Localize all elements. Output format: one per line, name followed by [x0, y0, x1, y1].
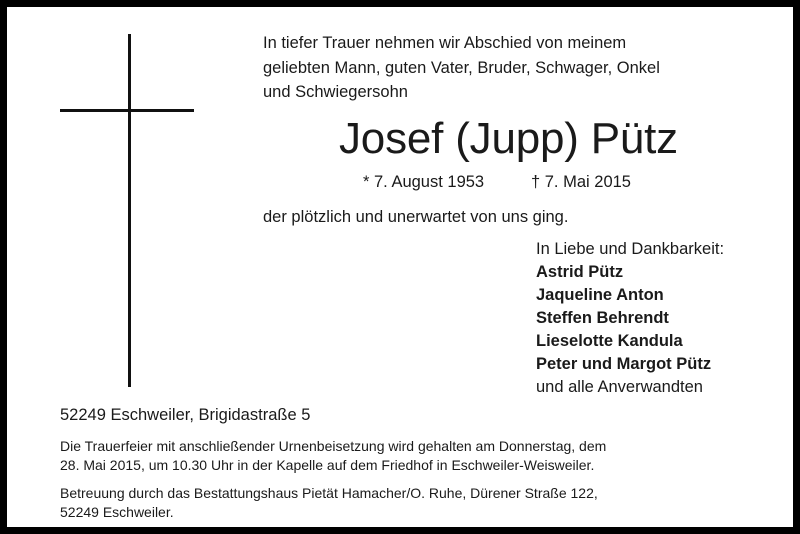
intro-line: geliebten Mann, guten Vater, Bruder, Schwager, Onkel	[263, 58, 660, 77]
birth-date: * 7. August 1953	[363, 173, 485, 191]
service-line: Die Trauerfeier mit anschließender Urnenbeisetzung wird gehalten am Donnerstag, dem	[60, 438, 607, 454]
mourners-intro: In Liebe und Dankbarkeit:	[536, 240, 725, 258]
mourner-name: Lieselotte Kandula	[536, 332, 683, 350]
intro-text	[263, 31, 754, 105]
mourner-name: Peter und Margot Pütz	[536, 355, 712, 373]
family-address: 52249 Eschweiler, Brigidastraße 5	[60, 406, 311, 424]
mourners-block	[536, 238, 724, 399]
obituary-notice	[7, 7, 793, 527]
closing-line: der plötzlich und unerwartet von uns ging.	[263, 208, 569, 226]
mourner-name: Steffen Behrendt	[536, 309, 669, 327]
mourners-outro: und alle Anverwandten	[536, 378, 703, 396]
funeral-service-info	[60, 437, 753, 475]
deceased-name: Josef (Jupp) Pütz	[339, 114, 678, 163]
undertaker-line: 52249 Eschweiler.	[60, 504, 174, 520]
death-date: † 7. Mai 2015	[531, 173, 631, 191]
mourner-name: Jaqueline Anton	[536, 286, 664, 304]
undertaker-info	[60, 484, 753, 522]
undertaker-line: Betreuung durch das Bestattungshaus Pietät Hamacher/O. Ruhe, Dürener Straße 122,	[60, 485, 598, 501]
intro-line: und Schwiegersohn	[263, 83, 408, 101]
cross-horizontal-bar	[60, 109, 194, 112]
cross-vertical-bar	[128, 34, 131, 387]
service-line: 28. Mai 2015, um 10.30 Uhr in der Kapelle auf dem Friedhof in Eschweiler-Weisweiler.	[60, 457, 595, 473]
mourner-name: Astrid Pütz	[536, 263, 624, 281]
intro-line: In tiefer Trauer nehmen wir Abschied von meinem	[263, 34, 627, 52]
